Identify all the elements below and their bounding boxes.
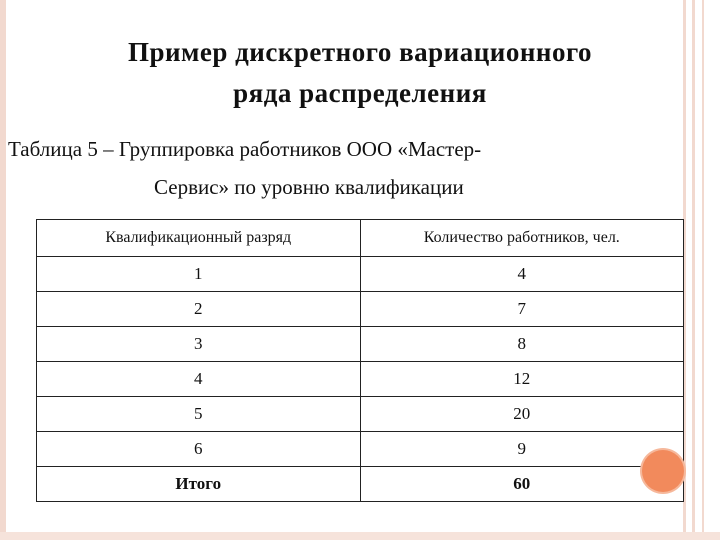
cell-rank: 3 xyxy=(37,327,361,362)
slide-title xyxy=(20,32,700,114)
table-row xyxy=(37,397,684,432)
table-caption xyxy=(8,130,668,206)
frame-right-line-3 xyxy=(702,0,704,540)
cell-total-value: 60 xyxy=(360,467,684,502)
table-row xyxy=(37,327,684,362)
cell-count: 4 xyxy=(360,257,684,292)
cell-count: 9 xyxy=(360,432,684,467)
cell-rank: 6 xyxy=(37,432,361,467)
header-rank: Квалификационный разряд xyxy=(37,220,361,257)
cell-count: 12 xyxy=(360,362,684,397)
slide-title-line-2: ряда распределения xyxy=(233,78,487,108)
cell-rank: 2 xyxy=(37,292,361,327)
cell-rank: 1 xyxy=(37,257,361,292)
slide-title-line-1: Пример дискретного вариационного xyxy=(127,37,593,67)
table-caption-line-2: Сервис» по уровню квалификации xyxy=(154,175,464,199)
header-count: Количество работников, чел. xyxy=(360,220,684,257)
distribution-table xyxy=(36,219,684,502)
cell-rank: 4 xyxy=(37,362,361,397)
table-row xyxy=(37,362,684,397)
table-row xyxy=(37,292,684,327)
table-row xyxy=(37,257,684,292)
cell-count: 20 xyxy=(360,397,684,432)
cell-count: 7 xyxy=(360,292,684,327)
table-row xyxy=(37,432,684,467)
table-total-row xyxy=(37,467,684,502)
cell-count: 8 xyxy=(360,327,684,362)
cell-total-label: Итого xyxy=(37,467,361,502)
frame-bottom-bar xyxy=(0,532,720,540)
cell-rank: 5 xyxy=(37,397,361,432)
decorative-circle xyxy=(642,450,684,492)
table-caption-line-1: Таблица 5 – Группировка работников ООО «Мастер- xyxy=(8,137,482,161)
table-header-row xyxy=(37,220,684,257)
frame-left-bar xyxy=(0,0,6,540)
